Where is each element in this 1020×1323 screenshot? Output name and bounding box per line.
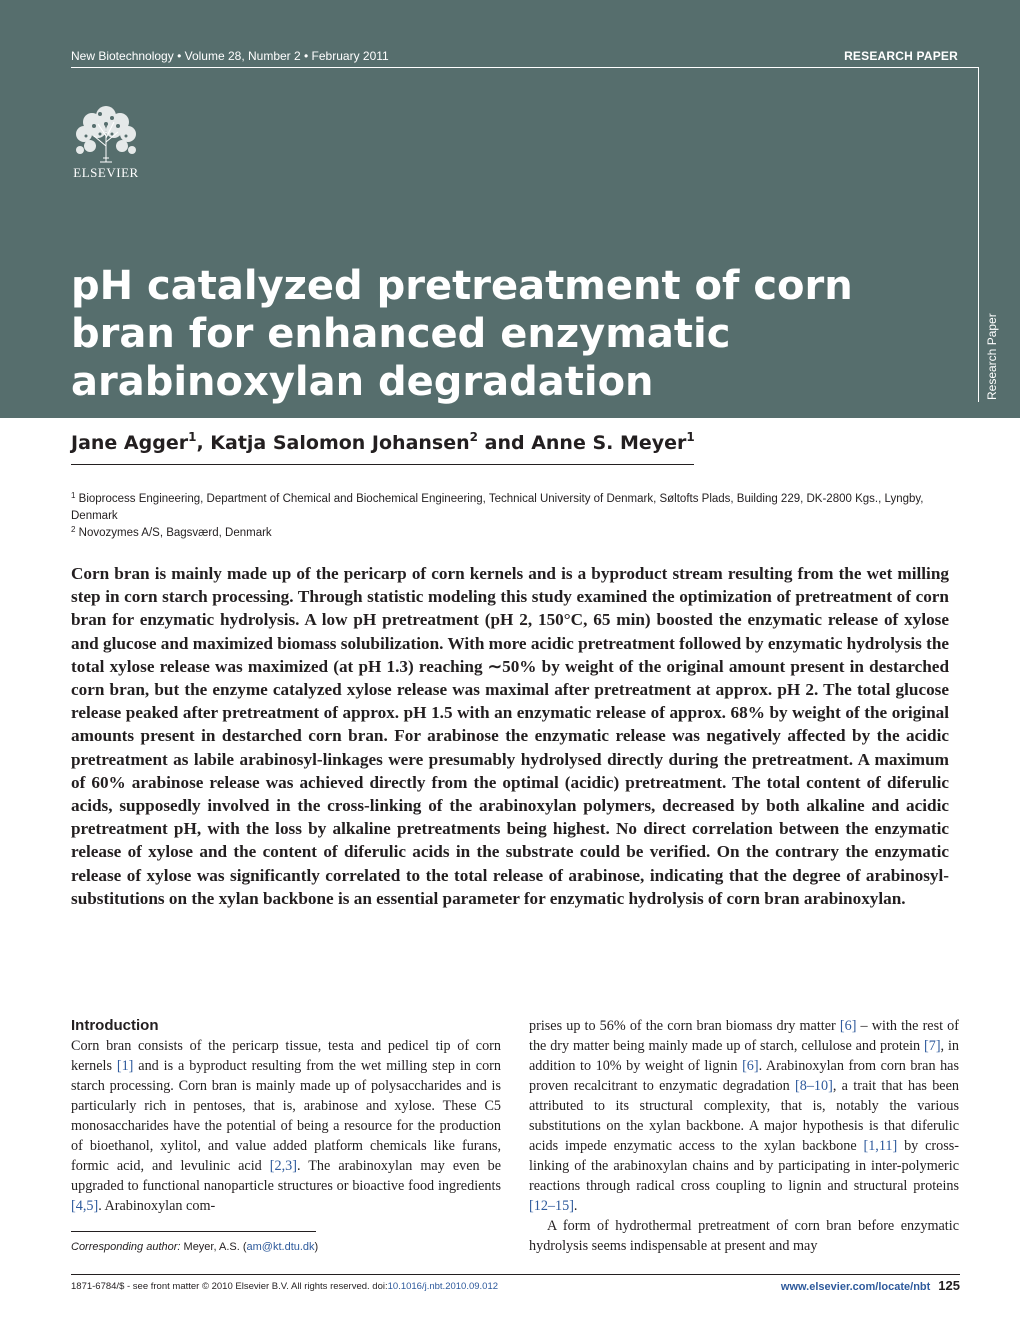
intro-paragraph bbox=[71, 1036, 501, 1216]
body-text: and is a byproduct resulting from the wet milling step in corn starch processing. Corn bran is mainly made up of polysaccharides and is particularly rich in pentoses, that is, arabinose and xylose. These C5 monosaccharides have the potential of being a resource for the production of bioethanol, xylitol, and value added platform chemicals like furans, formic acid, and levulinic acid bbox=[71, 1058, 501, 1174]
journal-citation: New Biotechnology • Volume 28, Number 2 • February 2011 bbox=[71, 49, 389, 63]
journal-url-link[interactable]: www.elsevier.com/locate/nbt bbox=[780, 1281, 931, 1293]
body-text: Corn bran consists of the pericarp tissue, testa and pedicel tip of corn kernels bbox=[71, 1038, 501, 1074]
copyright-line bbox=[71, 1281, 498, 1292]
body-text: prises up to 56% of the corn bran biomass dry matter bbox=[529, 1018, 840, 1034]
citation-link[interactable]: [6] bbox=[839, 1018, 857, 1034]
citation-link[interactable]: [1,11] bbox=[863, 1138, 898, 1154]
body-text: . Arabinoxylan com- bbox=[98, 1198, 216, 1214]
side-tab-label: Research Paper bbox=[985, 313, 999, 400]
corresponding-author-name: Meyer, A.S. bbox=[183, 1241, 240, 1253]
body-text: , in addition to 10% by weight of lignin bbox=[529, 1038, 959, 1074]
citation-link[interactable]: [6] bbox=[742, 1058, 759, 1074]
citation-link[interactable]: [2,3] bbox=[269, 1158, 297, 1174]
body-text: . bbox=[573, 1198, 578, 1214]
corresponding-author-note: Corresponding author: Meyer, A.S. (am@kt.dtu.dk) bbox=[71, 1241, 319, 1253]
author-affiliation-mark: 1 bbox=[686, 430, 695, 444]
affiliation bbox=[71, 487, 961, 525]
author-name: Jane Agger bbox=[71, 432, 189, 454]
publisher-name: ELSEVIER bbox=[73, 165, 139, 180]
footnote-label: Corresponding author: bbox=[71, 1241, 181, 1253]
footnote-divider bbox=[71, 1231, 316, 1232]
intro-paragraph-continued bbox=[529, 1016, 959, 1216]
header-divider bbox=[71, 67, 979, 68]
section-heading-introduction: Introduction bbox=[71, 1017, 159, 1034]
body-text: . Arabinoxylan from corn bran has proven recalcitrant to enzymatic degradation bbox=[529, 1058, 960, 1094]
copyright-text: 1871-6784/$ - see front matter © 2010 Elsevier B.V. All rights reserved. doi: bbox=[71, 1281, 388, 1292]
affiliation-text: Novozymes A/S, Bagsværd, Denmark bbox=[78, 527, 272, 539]
author-list: Jane Agger$^1$, Katja Salomon Johansen$^2$ and Anne S. Meyer$^1$ bbox=[71, 430, 695, 454]
column-right bbox=[529, 1016, 959, 1256]
column-left bbox=[71, 1016, 501, 1216]
author-name: Katja Salomon Johansen bbox=[210, 432, 470, 454]
affiliation-text: Bioprocess Engineering, Department of Chemical and Biochemical Engineering, Technical University of Denmark, Søltofts Plads, Building 229, DK-2800 Kgs., Lyngby, Denmark bbox=[71, 493, 924, 522]
body-text: – with the rest of the dry matter being mainly made up of starch, cellulose and protein bbox=[529, 1018, 959, 1054]
journal-date: February 2011 bbox=[311, 49, 389, 63]
corresponding-author-email[interactable]: am@kt.dtu.dk bbox=[246, 1241, 315, 1253]
author-name: Anne S. Meyer bbox=[531, 432, 687, 454]
intro-paragraph-2: A form of hydrothermal pretreatment of corn bran before enzymatic hydrolysis seems indispensable at present and may bbox=[529, 1218, 959, 1254]
abstract: Corn bran is mainly made up of the pericarp of corn kernels and is a byproduct stream resulting from the wet milling step in corn starch processing. Through statistic modeling this study examined the optimization of pretreatment of corn bran for enzymatic hydrolysis. A low pH pretreatment (pH 2, 150°C, 65 min) boosted the enzymatic release of xylose and glucose and maximized biomass solubilization. With more acidic pretreatment followed by enzymatic hydrolysis the total xylose release was maximized (at pH 1.3) reaching ∼50% by weight of the original amount present in destarched corn bran, but the enzyme catalyzed xylose release was maximal after pretreatment at approx. pH 2. The total glucose release peaked after pretreatment of approx. pH 1.5 with an enzymatic release of approx. 68% by weight of the original amounts present in destarched corn bran. For arabinose the enzymatic release was negatively affected by the acidic pretreatment as labile arabinosyl-linkages were presumably hydrolysed directly during the pretreatment. A maximum of 60% arabinose release was achieved directly from the optimal (acidic) pretreatment. The total content of diferulic acids, supposedly involved in the cross-linking of the arabinoxylan polymers, decreased by both alkaline and acidic pretreatment pH, with the loss by alkaline pretreatments being highest. No direct correlation between the enzymatic release of xylose and the content of diferulic acids in the substrate could be verified. On the contrary the enzymatic release of xylose was significantly correlated to the total release of arabinose, indicating that the degree of arabinosyl-substitutions on the xylan backbone is an essential parameter for enzymatic hydrolysis of corn bran arabinoxylan. bbox=[71, 564, 950, 908]
citation-link[interactable]: [1] bbox=[116, 1058, 134, 1074]
footer-right bbox=[781, 1278, 960, 1293]
header-banner bbox=[0, 0, 1020, 418]
side-divider bbox=[978, 67, 979, 402]
citation-link[interactable]: [7] bbox=[924, 1038, 941, 1054]
author-affiliation-mark: 1 bbox=[188, 430, 197, 444]
elsevier-tree-icon bbox=[70, 102, 142, 164]
journal-volume: Volume 28, Number 2 bbox=[184, 49, 301, 63]
author-affiliation-mark: 2 bbox=[469, 430, 479, 444]
body-text: . The arabinoxylan may even be upgraded to functional nanoparticle structures or bioactive food ingredients bbox=[71, 1158, 501, 1194]
citation-link[interactable]: [12–15] bbox=[529, 1198, 574, 1214]
author-divider bbox=[71, 464, 694, 465]
elsevier-logo bbox=[70, 102, 142, 182]
footer-divider bbox=[71, 1274, 960, 1275]
citation-link[interactable]: [4,5] bbox=[71, 1198, 99, 1214]
body-text: by cross-linking of the arabinoxylan chains and by participating in inter-polymeric reactions through radical cross coupling to lignin and structural proteins bbox=[529, 1138, 959, 1194]
page-number: 125 bbox=[938, 1278, 960, 1293]
journal-name: New Biotechnology bbox=[71, 49, 174, 63]
doi-link[interactable]: 10.1016/j.nbt.2010.09.012 bbox=[387, 1281, 499, 1292]
affiliation-number: 1 bbox=[71, 491, 76, 500]
affiliation-number: 2 bbox=[71, 525, 76, 534]
affiliation bbox=[71, 521, 961, 542]
article-title: pH catalyzed pretreatment of corn bran for enhanced enzymatic arabinoxylan degradation bbox=[71, 263, 853, 405]
citation-link[interactable]: [8–10] bbox=[795, 1078, 833, 1094]
body-text: , a trait that has been attributed to its structural complexity, that is, notably the various substitutions on the xylan backbone. A major hypothesis is that diferulic acids impede enzymatic access to the xylan backbone bbox=[529, 1078, 959, 1154]
article-type-label: RESEARCH PAPER bbox=[844, 49, 958, 63]
